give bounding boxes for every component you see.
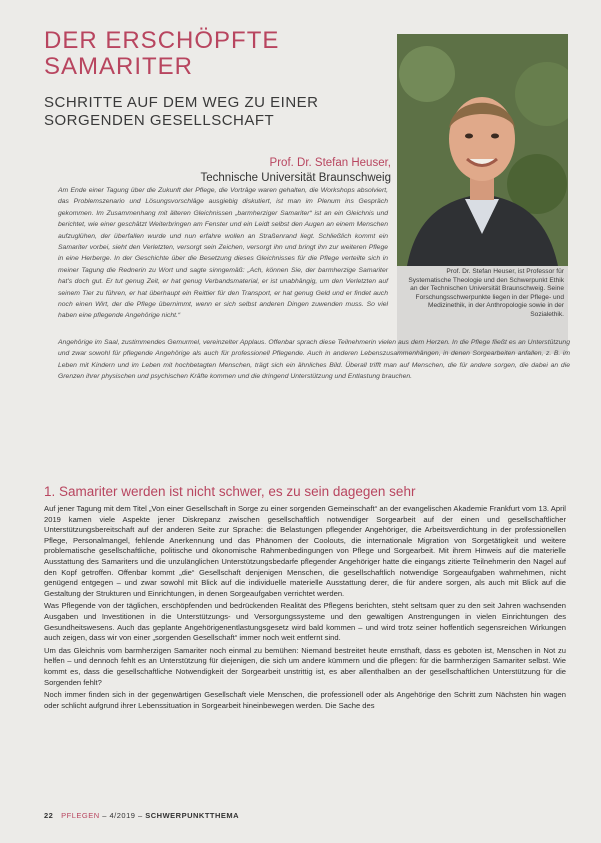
body-paragraph: Was Pflegende von der täglichen, erschöpfenden und bedrückenden Realität des Pflegens berichten, steht seltsam quer zu den seit Jahren wachsenden Ausgaben und Investitionen in die Unterstützungs- und Versorgungssysteme und den gewaltigen Anstrengungen in vielen Einrichtungen des Gesundheitswesens. Auch das geplante Angehörigenentlastungsgesetz wird bald kommen – und wird trotz seiner hoffentlich segensreichen Wirkungen auch zeigen, dass wir von einer „sorgenden Gesellschaft“ immer noch weit entfernt sind. bbox=[44, 601, 566, 643]
body-paragraph: Um das Gleichnis vom barmherzigen Samariter noch einmal zu bemühen: Niemand bestreitet heute ernsthaft, dass es geboten ist, Menschen in Not zu helfen – und dennoch fehlt es an Unterstützung für diejenigen, die sich um andere kümmern und die pflegen: für die barmherzigen Samariter selbst. Wie kommt es, dass die gesellschaftliche Notwendigkeit der Sorgearbeit unstrittig ist, es aber allenthalben an der gesellschaftlichen Unterstützung für die Sorgenden fehlt? bbox=[44, 645, 566, 687]
footer-section: SCHWERPUNKTTHEMA bbox=[145, 811, 240, 820]
magazine-issue: 4/2019 bbox=[109, 811, 136, 820]
page-footer: 22 PFLEGEN – 4/2019 – SCHWERPUNKTTHEMA bbox=[44, 811, 240, 820]
author-portrait bbox=[397, 34, 568, 266]
body-text bbox=[44, 504, 566, 713]
body-paragraph: Noch immer finden sich in der gegenwärtigen Gesellschaft viele Menschen, die professionell oder als Angehörige den Schritt zum Nächsten hin wagen oder schlicht aufgrund ihrer Lebenssituation in Sorgearbeit hineinbewegen werden. Die Sache des bbox=[44, 690, 566, 710]
photo-caption: Prof. Dr. Stefan Heuser, ist Professor für Systematische Theologie und den Schwerpunkt Ethik an der Technischen Universität Braunschweig. Seine Forschungsschwerpunkte liegen in der Pflege- und Medizinethik, in der Anthropologie sowie in der Sozialethik. bbox=[408, 268, 564, 318]
intro-paragraph-2: Angehörige im Saal, zustimmendes Gemurmel, vereinzelter Applaus. Offenbar sprach diese Teilnehmerin vielen aus dem Herzen. In die Pflege fließt es an Unterstützung und zwar sowohl für pflegende Angehörige als auch für professionell Pflegende. Auch in anderen Lebenszusammenhängen, in denen Sorgearbeiten anfallen, z. B. im Leben mit Kindern und im Leben mit hochbetagten Menschen, trägt sich ein ähnliches Bild. Überall trifft man auf Menschen, die für andere sorgen, die dabei an die Grenzen ihrer physischen und psychischen Kräfte kommen und die dringend Unterstützung und Entlastung brauchen. bbox=[58, 339, 570, 381]
body-paragraph: Auf jener Tagung mit dem Titel „Von einer Gesellschaft in Sorge zu einer sorgenden Gemeinschaft“ an der evangelischen Akademie Frankfurt vom 13. April 2019 kamen viele Aspekte jener Diskrepanz zwischen gesellschaftlich notwendiger Sorgearbeit auf der einen und gesellschaftlicher Unterstützungsbereitschaft auf der anderen Seite zur Sprache: die Belastungen pflegender Angehöriger, die Arbeitsverdichtung in der professionellen Pflege, Personalmangel, fehlende Anerkennung und das Phänomen der Coolouts, die internationale Migration von Sorgetätigkeit und weitere problematische gesellschaftliche, politische und ökonomische Rahmenbedingungen von Pflege und Sorgearbeit. Mit ihrem Hinweis auf die materielle Ausstattung des Samariters und die unzulänglichen Unterstützungsbedarfe pflegender Angehöriger hatte die eingangs zitierte Teilnehmerin den Nagel auf den Kopf getroffen. Offenbar kommt „die“ Gesellschaft denjenigen Menschen, die gesellschaftlich notwendige Sorgeaufgaben wahrnehmen, nicht genügend entgegen – und zwar sowohl mit Blick auf die individuelle materielle Ausstattung derer, die für andere sorgen, als auch mit Blick auf die Gestaltung der Strukturen und Einrichtungen, in denen Sorgeaufgaben verrichtet werden. bbox=[44, 504, 566, 598]
magazine-name: PFLEGEN bbox=[61, 811, 100, 820]
author-name: Prof. Dr. Stefan Heuser, bbox=[269, 157, 391, 169]
article-title: DER ERSCHÖPFTE SAMARITER bbox=[44, 27, 280, 80]
portrait-illustration bbox=[397, 34, 568, 266]
intro-paragraph-1: Am Ende einer Tagung über die Zukunft der Pflege, die Vorträge waren gehalten, die Workshops absolviert, das Problemszenario und Lösungsvorschläge ausgiebig diskutiert, ist man im Plenum ins Gespräch gekommen. Im Zusammenhang mit älteren Gleichnissen „barmherziger Samariter“ ist an ein Gleichnis und berichtet, wie einer geschätzt Weiterbringen am Fenster und ein Leidt selbst den Augen an einem Menschen aufzuglühen, der überfallen wurde und nun erfahre wollen an Straßenrand liegt. Schließlich kommt ein Samariter vorbei, sieht den Verletzten, versorgt sein Zeichen, versorgt ihn und bringt ihn zur weiteren Pflege in eine Herberge. In der Geschichte über die Besetzung dieses Gleichnisses für die Pflege verteilte sich in meiner Tagung die Rednerin zu Wort und sagte sinngemäß: „Ach, können Sie, der barmherzige Samariter hat's doch gut. Er tut genug Zeit, er hat genug Verbandsmaterial, er ist unabhängig, um den Verletzten auf seinem Tier zu führen, er hat überhaupt ein Reittier für den Transport, er hat genug Geld und er findet auch noch einen Wirt, der die Pflege übernimmt, wenn er sich selbst anderen Dingen zuwenden muss. So viel haben eine pflegende Angehörige nicht.“ bbox=[58, 187, 388, 320]
section-heading: 1. Samariter werden ist nicht schwer, es zu sein dagegen sehr bbox=[44, 484, 416, 499]
author-institution: Technische Universität Braunschweig bbox=[200, 172, 391, 184]
article-subtitle: SCHRITTE AUF DEM WEG ZU EINER SORGENDEN GESELLSCHAFT bbox=[44, 94, 319, 129]
page-number: 22 bbox=[44, 811, 54, 820]
author-block bbox=[201, 156, 391, 186]
